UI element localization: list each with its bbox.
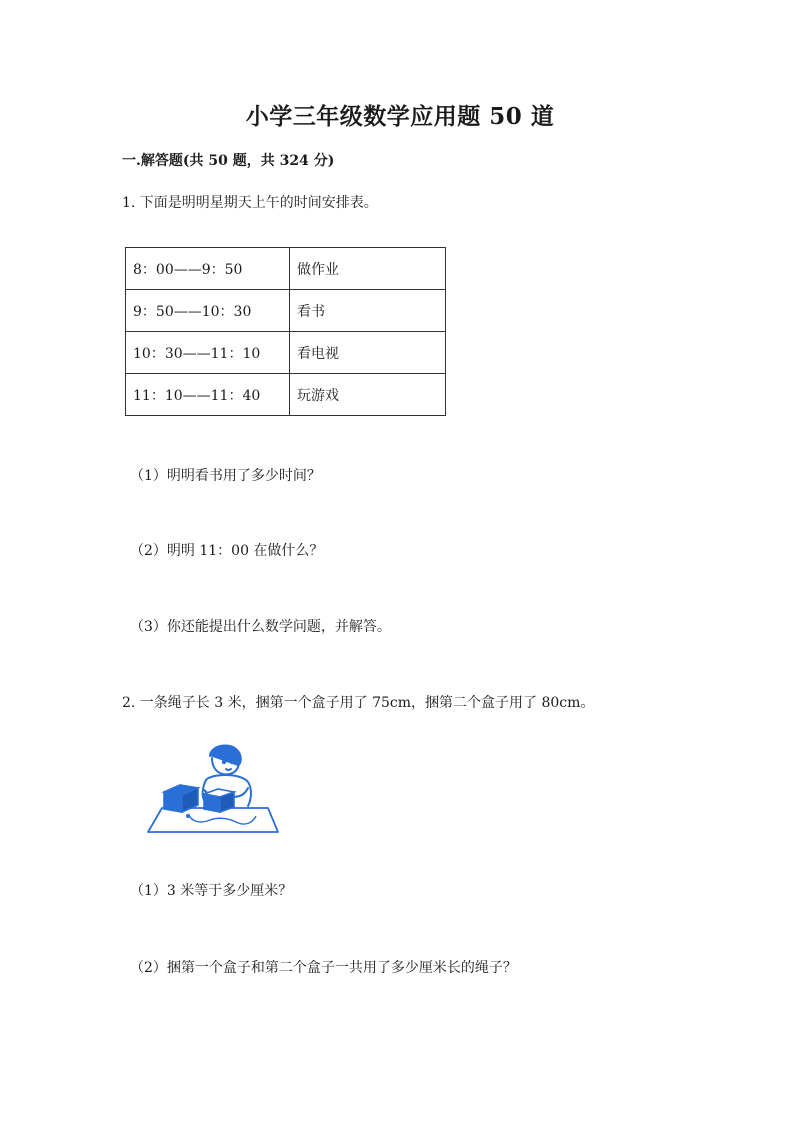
boy-tying-boxes-illustration [140, 740, 290, 840]
time-cell: 9：50——10：30 [126, 290, 290, 332]
table-row [126, 332, 446, 374]
question-2-sub-1: （1）3 米等于多少厘米？ [130, 883, 293, 899]
time-cell: 11：10——11：40 [126, 374, 290, 416]
question-2-text: 2. 一条绳子长 3 米，捆第一个盒子用了 75cm，捆第二个盒子用了 80cm。 [122, 695, 595, 711]
table-row [126, 374, 446, 416]
question-2-sub-2: （2）捆第一个盒子和第二个盒子一共用了多少厘米长的绳子？ [130, 960, 517, 976]
time-cell: 10：30——11：10 [126, 332, 290, 374]
question-1-sub-2: （2）明明 11：00 在做什么？ [130, 543, 324, 559]
activity-cell: 玩游戏 [290, 374, 446, 416]
table-row [126, 290, 446, 332]
schedule-table [125, 247, 446, 416]
activity-cell: 看书 [290, 290, 446, 332]
activity-cell: 看电视 [290, 332, 446, 374]
activity-cell: 做作业 [290, 248, 446, 290]
question-1-sub-3: （3）你还能提出什么数学问题，并解答。 [130, 619, 391, 635]
time-cell: 8：00——9：50 [126, 248, 290, 290]
table-row [126, 248, 446, 290]
page-title: 小学三年级数学应用题 50 道 [245, 103, 555, 130]
question-1-text: 1. 下面是明明星期天上午的时间安排表。 [122, 195, 378, 211]
section-heading: 一.解答题(共 50 题，共 324 分) [122, 153, 335, 169]
question-1-sub-1: （1）明明看书用了多少时间？ [130, 468, 321, 484]
